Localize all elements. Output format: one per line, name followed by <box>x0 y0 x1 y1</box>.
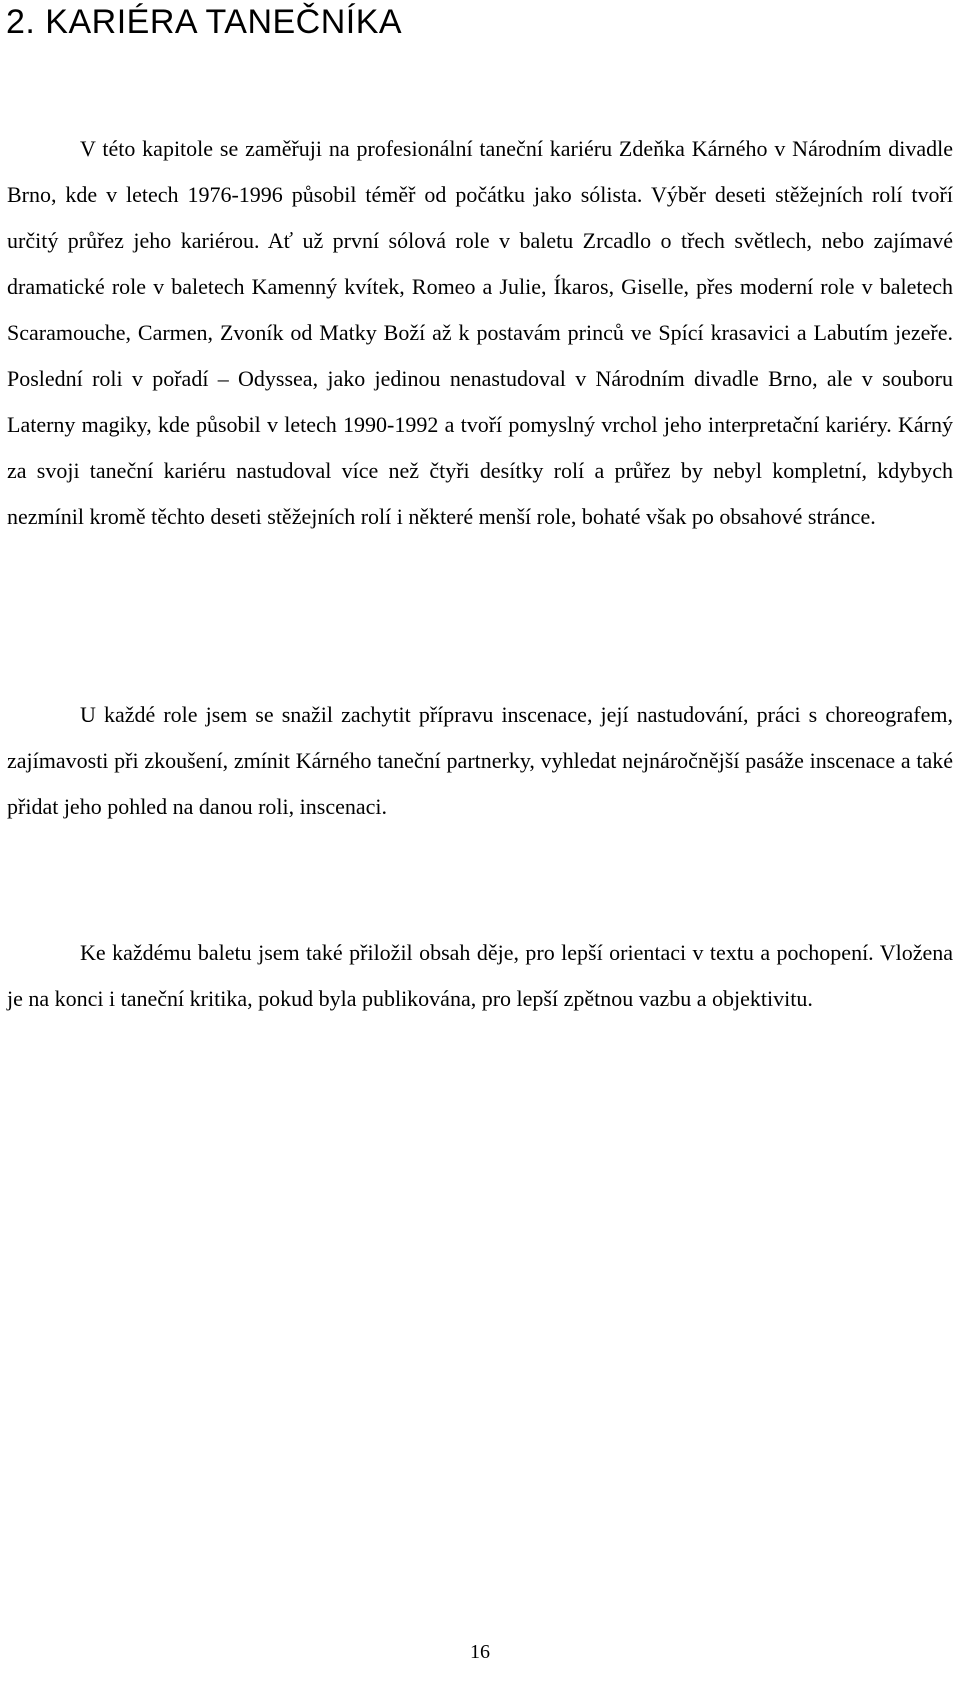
chapter-heading: 2. KARIÉRA TANEČNÍKA <box>6 3 403 41</box>
page-number: 16 <box>470 1641 490 1663</box>
paragraph-method: U každé role jsem se snažil zachytit přípravu inscenace, její nastudování, práci s choreografem, zajímavosti při zkoušení, zmínit Kárného taneční partnerky, vyhledat nejnáročnější pasáže inscenace a také přidat jeho pohled na danou roli, inscenaci. <box>7 702 953 819</box>
paragraph-intro: V této kapitole se zaměřuji na profesionální taneční kariéru Zdeňka Kárného v Národním divadle Brno, kde v letech 1976-1996 působil téměř od počátku jako sólista. Výběr deseti stěžejních rolí tvoří určitý průřez jeho kariérou. Ať už první sólová role v baletu Zrcadlo o třech světlech, nebo zajímavé dramatické role v baletech Kamenný kvítek, Romeo a Julie, Íkaros, Giselle, přes moderní role v baletech Scaramouche, Carmen, Zvoník od Matky Boží až k postavám princů ve Spící krasavici a Labutím jezeře. Poslední roli v pořadí – Odyssea, jako jedinou nenastudoval v Národním divadle Brno, ale v souboru Laterny magiky, kde působil v letech 1990-1992 a tvoří pomyslný vrchol jeho interpretační kariéry. Kárný za svoji taneční kariéru nastudoval více než čtyři desítky rolí a průřez by nebyl kompletní, kdybych nezmínil kromě těchto deseti stěžejních rolí i některé menší role, bohaté však po obsahové stránce. <box>7 136 953 529</box>
paragraph-appendix: Ke každému baletu jsem také přiložil obsah děje, pro lepší orientaci v textu a pochopení. Vložena je na konci i taneční kritika, pokud byla publikována, pro lepší zpětnou vazbu a objektivitu. <box>7 940 953 1011</box>
